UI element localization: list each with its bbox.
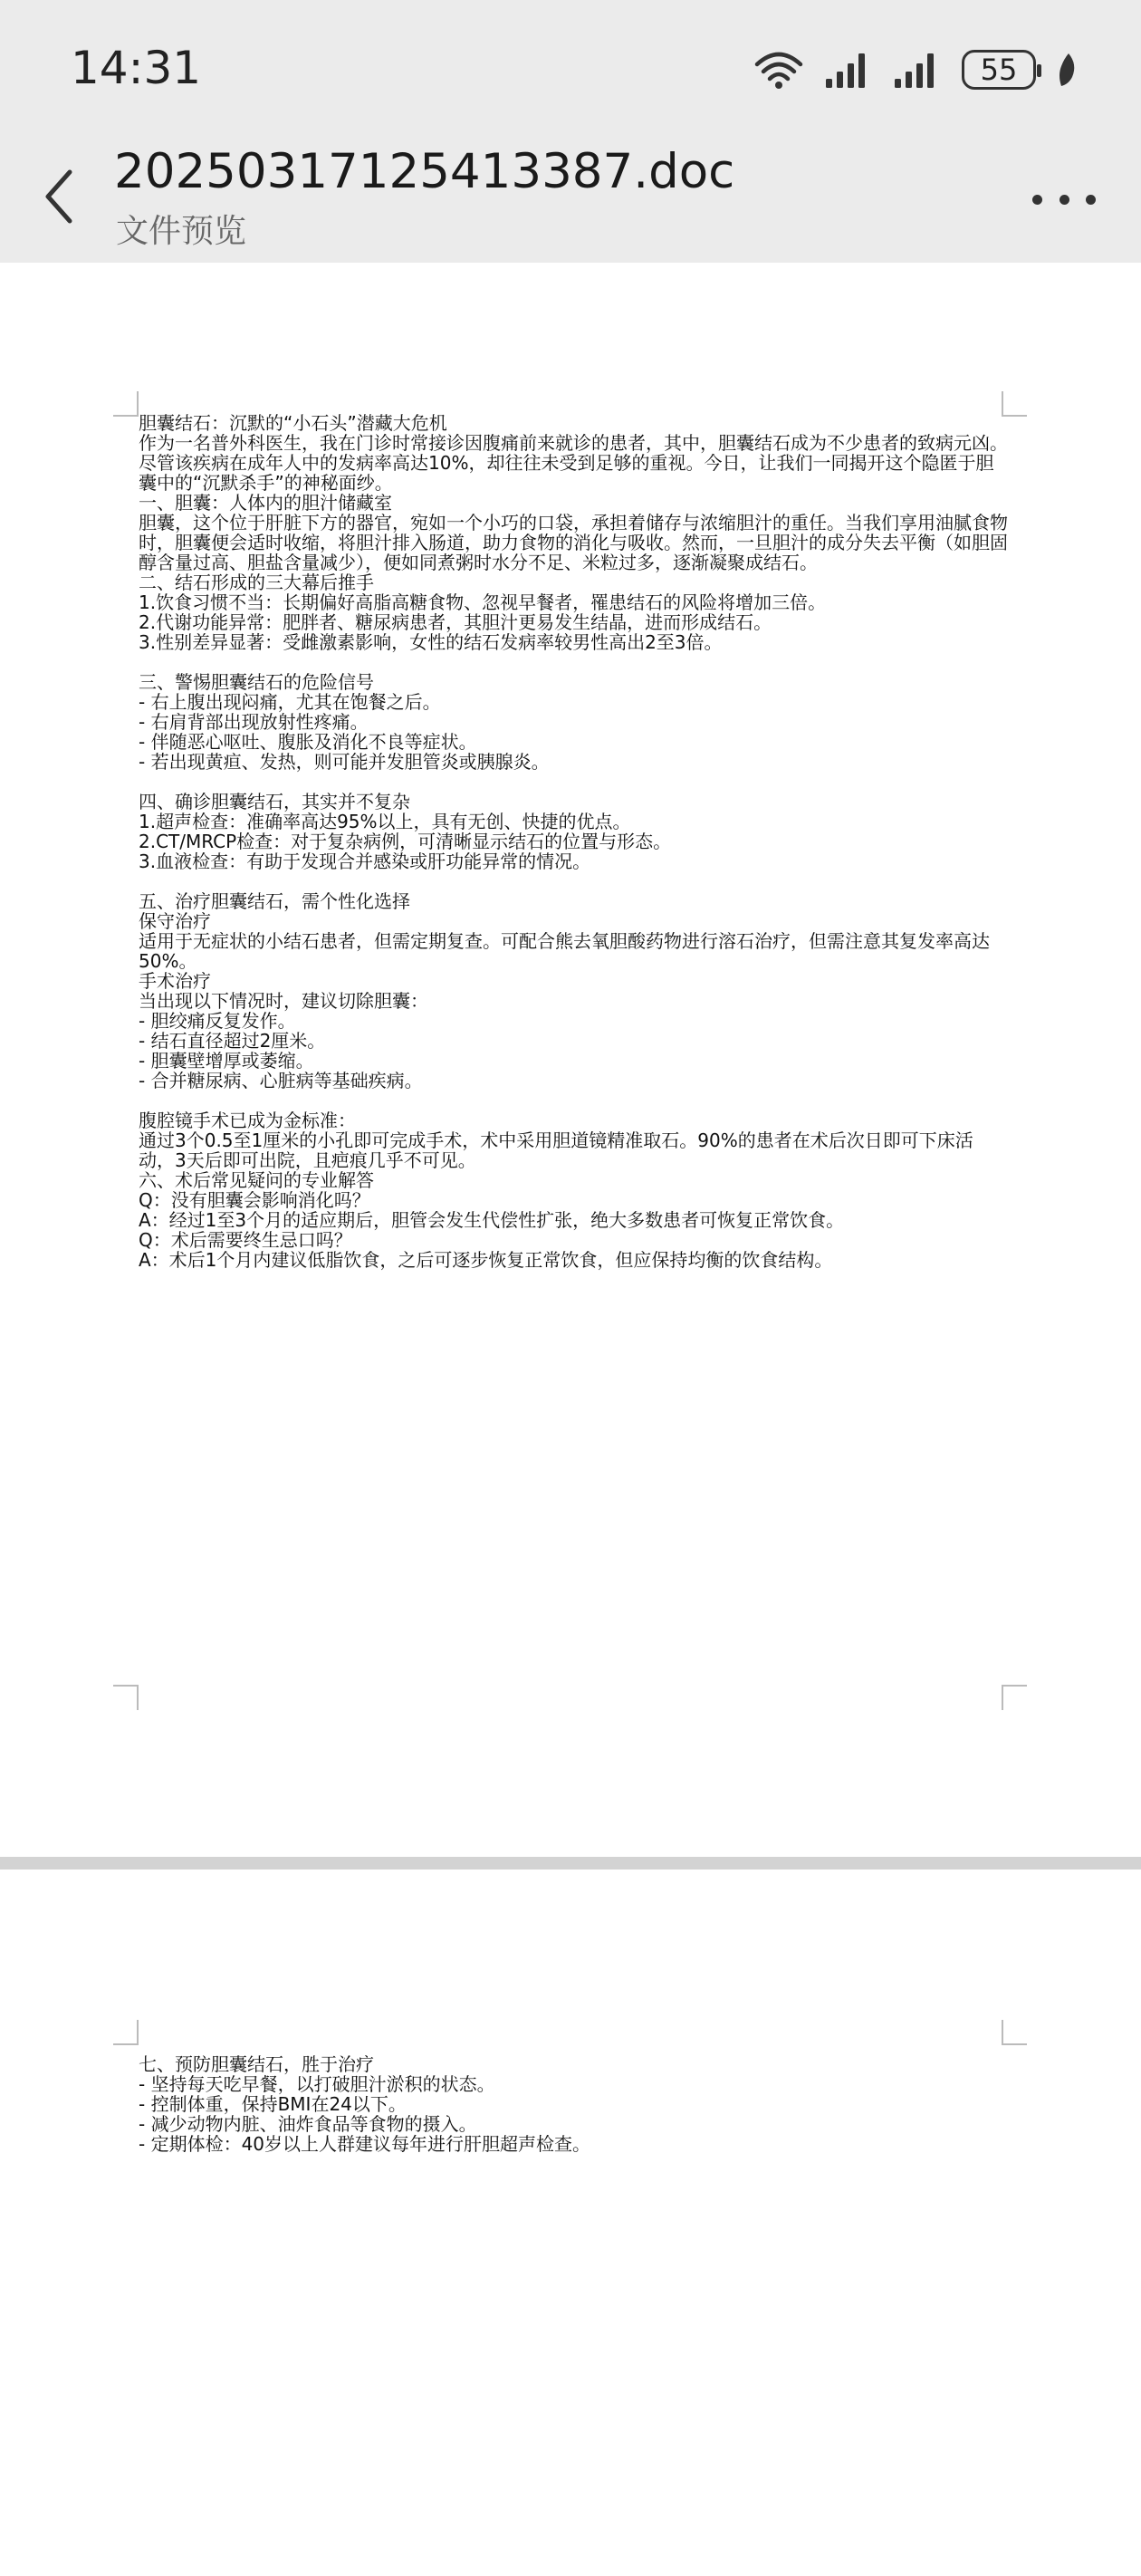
document-body (139, 2054, 1008, 2174)
subsection-heading: 手术治疗 (139, 970, 211, 992)
more-options-button[interactable] (1032, 181, 1096, 217)
faq-answer: A：经过1至3个月的适应期后，胆管会发生代偿性扩张，绝大多数患者可恢复正常饮食。 (139, 1209, 845, 1231)
section-paragraph: 胆囊，这个位于肝脏下方的器官，宛如一个小巧的口袋，承担着储存与浓缩胆汁的重任。当我们享用油腻食物时，胆囊便会适时收缩，将胆汁排入肠道，助力食物的消化与吸收。然而，一旦胆汁的成分失去平衡（如胆固醇含量过高、胆盐含量减少），便如同煮粥时水分不足、米粒过多，逐渐凝聚成结石。 (139, 512, 1008, 573)
signal-icon (893, 50, 942, 90)
faq-question: Q：术后需要终生忌口吗？ (139, 1229, 352, 1251)
status-time: 14:31 (71, 42, 202, 94)
back-button[interactable] (27, 160, 91, 233)
section-heading: 五、治疗胆囊结石，需个性化选择 (139, 890, 410, 912)
list-item: 3.血液检查：有助于发现合并感染或肝功能异常的情况。 (139, 851, 591, 872)
list-item: - 结石直径超过2厘米。 (139, 1030, 326, 1052)
list-item: 2.CT/MRCP检查：对于复杂病例，可清晰显示结石的位置与形态。 (139, 831, 672, 852)
list-item: - 胆绞痛反复发作。 (139, 1010, 296, 1032)
surgery-indication-list (139, 1011, 1008, 1091)
page-separator (0, 1857, 1141, 1870)
cause-list (139, 592, 1008, 652)
section-heading: 七、预防胆囊结石，胜于治疗 (139, 2053, 374, 2075)
list-item: - 右上腹出现闷痛，尤其在饱餐之后。 (139, 691, 441, 713)
page-corner-mark (113, 1685, 139, 1710)
section-heading: 三、警惕胆囊结石的危险信号 (139, 671, 374, 693)
list-item: 1.饮食习惯不当：长期偏好高脂高糖食物、忽视早餐者，罹患结石的风险将增加三倍。 (139, 591, 827, 613)
section-heading: 二、结石形成的三大幕后推手 (139, 572, 374, 593)
document-body (139, 413, 1008, 1270)
battery-level: 55 (980, 53, 1018, 87)
intro-paragraph: 作为一名普外科医生，我在门诊时常接诊因腹痛前来就诊的患者，其中，胆囊结石成为不少患者的致病元凶。尽管该疾病在成年人中的发病率高达10%，却往往未受到足够的重视。今日，让我们一同揭开这个隐匿于胆囊中的“沉默杀手”的神秘面纱。 (139, 432, 1008, 494)
list-item: - 伴随恶心呕吐、腹胀及消化不良等症状。 (139, 731, 477, 753)
document-page-1[interactable] (0, 263, 1141, 1857)
list-item: - 若出现黄疸、发热，则可能并发胆管炎或胰腺炎。 (139, 751, 550, 773)
list-item: - 合并糖尿病、心脏病等基础疾病。 (139, 1070, 423, 1091)
list-item: - 右肩背部出现放射性疼痛。 (139, 711, 369, 733)
leaf-icon (1056, 52, 1078, 88)
wifi-icon (753, 50, 804, 90)
file-preview-label: 文件预览 (116, 213, 247, 250)
section-heading: 一、胆囊：人体内的胆汁储藏室 (139, 492, 392, 514)
section-heading: 六、术后常见疑问的专业解答 (139, 1169, 374, 1191)
status-bar (0, 0, 1141, 140)
list-item: 2.代谢功能异常：肥胖者、糖尿病患者，其胆汁更易发生结晶，进而形成结石。 (139, 611, 772, 633)
more-dots-icon (1032, 195, 1042, 205)
section-paragraph: 适用于无症状的小结石患者，但需定期复查。可配合熊去氧胆酸药物进行溶石治疗，但需注意其复发率高达50%。 (139, 930, 990, 972)
document-title: 胆囊结石：沉默的“小石头”潜藏大危机 (139, 412, 447, 434)
list-item: - 定期体检：40岁以上人群建议每年进行肝胆超声检查。 (139, 2133, 591, 2155)
section-paragraph: 通过3个0.5至1厘米的小孔即可完成手术，术中采用胆道镜精准取石。90%的患者在术后次日即可下床活动，3天后即可出院，且疤痕几乎不可见。 (139, 1129, 973, 1171)
faq-answer: A：术后1个月内建议低脂饮食，之后可逐步恢复正常饮食，但应保持均衡的饮食结构。 (139, 1249, 833, 1271)
page-corner-mark (1002, 1685, 1027, 1710)
diagnosis-list (139, 812, 1008, 871)
document-page-2[interactable] (0, 1870, 1141, 2576)
more-dot (1060, 195, 1069, 205)
document-filename: 20250317125413387.doc (114, 144, 735, 199)
more-dot (1086, 195, 1096, 205)
faq-question: Q：没有胆囊会影响消化吗？ (139, 1189, 370, 1211)
subsection-heading: 保守治疗 (139, 910, 211, 932)
list-item: 1.超声检查：准确率高达95%以上，具有无创、快捷的优点。 (139, 811, 631, 832)
list-item: - 胆囊壁增厚或萎缩。 (139, 1050, 314, 1072)
section-heading: 四、确诊胆囊结石，其实并不复杂 (139, 791, 410, 812)
list-item: - 减少动物内脏、油炸食品等食物的摄入。 (139, 2113, 477, 2135)
prevention-list (139, 2074, 1008, 2154)
section-paragraph: 当出现以下情况时，建议切除胆囊： (139, 990, 428, 1012)
page-corner-mark (1002, 2020, 1027, 2045)
chevron-left-icon (41, 168, 77, 225)
list-item: - 控制体重，保持BMI在24以下。 (139, 2093, 407, 2115)
page-corner-mark (113, 391, 139, 417)
title-bar (0, 140, 1141, 263)
page-corner-mark (113, 2020, 139, 2045)
battery-icon (962, 50, 1036, 90)
list-item: 3.性别差异显著：受雌激素影响，女性的结石发病率较男性高出2至3倍。 (139, 631, 723, 653)
list-item: - 坚持每天吃早餐，以打破胆汁淤积的状态。 (139, 2073, 495, 2095)
status-icons (753, 47, 1078, 92)
signal-icon (824, 50, 873, 90)
subsection-heading: 腹腔镜手术已成为金标准： (139, 1110, 356, 1131)
symptom-list (139, 692, 1008, 772)
